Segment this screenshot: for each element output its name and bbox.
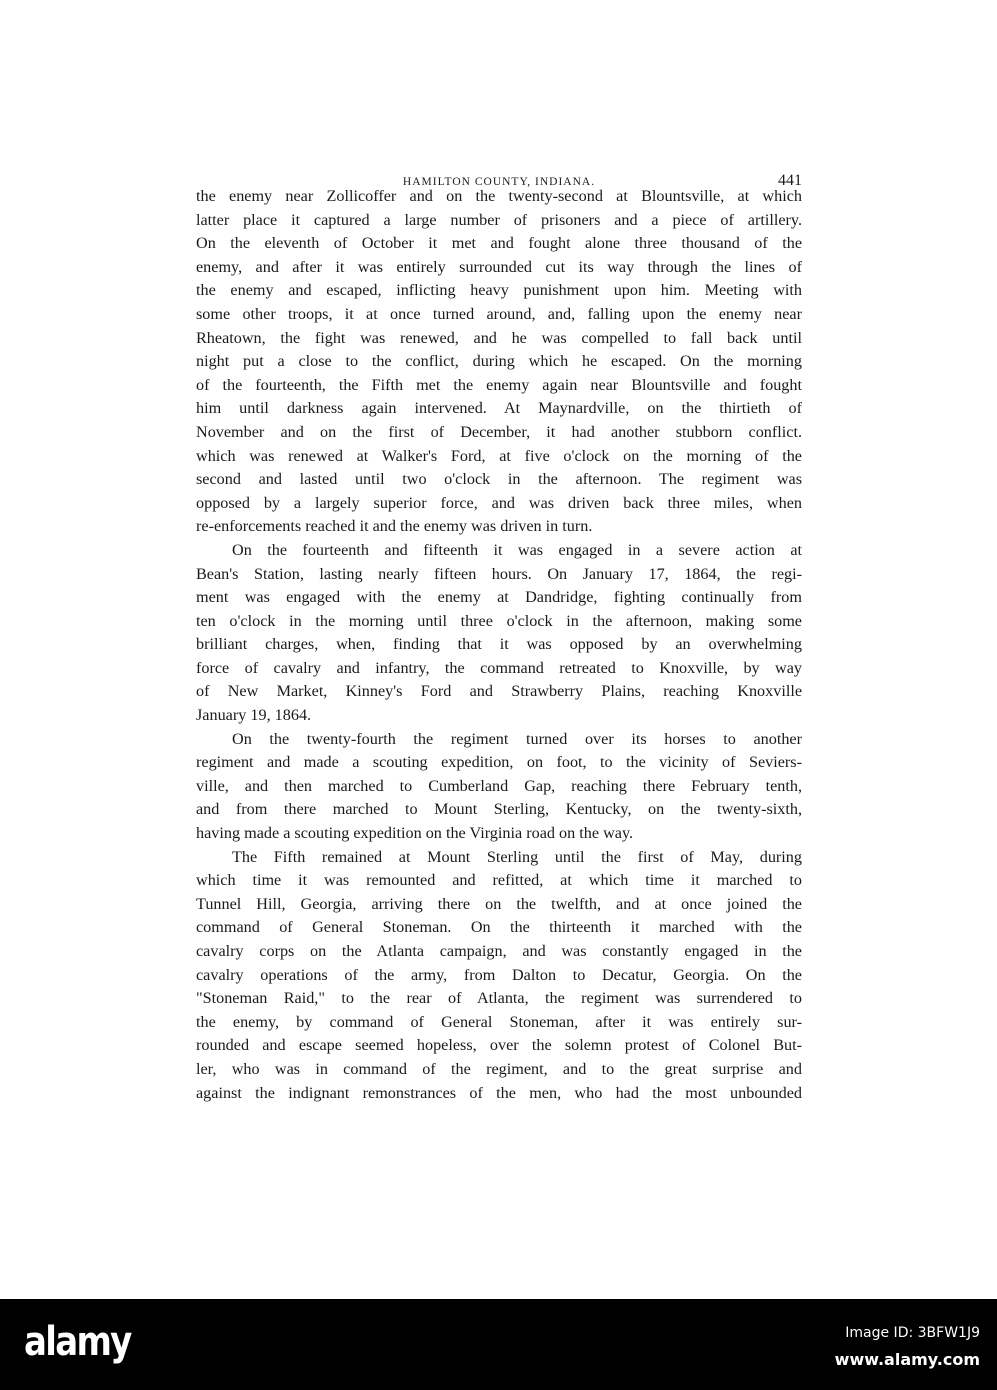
text-line: command of General Stoneman. On the thirteenth it marched with the bbox=[196, 918, 802, 937]
text-line: opposed by a largely superior force, and was driven back three miles, when bbox=[196, 493, 802, 512]
text-line: January 19, 1864. bbox=[196, 706, 312, 725]
text-line: cavalry operations of the army, from Dalton to Decatur, Georgia. On the bbox=[196, 965, 802, 984]
text-line: Rheatown, the fight was renewed, and he was compelled to fall back until bbox=[196, 328, 802, 347]
paragraph bbox=[196, 846, 802, 1106]
text-line: him until darkness again intervened. At Maynardville, on the thirtieth of bbox=[196, 399, 802, 418]
text-line: the enemy, by command of General Stoneman, after it was entirely sur- bbox=[196, 1012, 802, 1031]
paragraph bbox=[196, 728, 802, 846]
text-line: force of cavalry and infantry, the command retreated to Knoxville, by way bbox=[196, 658, 802, 677]
text-line: On the fourteenth and fifteenth it was engaged in a severe action at bbox=[232, 540, 802, 559]
running-title: HAMILTON COUNTY, INDIANA. bbox=[402, 176, 596, 188]
watermark-footer bbox=[0, 1299, 997, 1390]
text-line: November and on the first of December, it had another stubborn conflict. bbox=[196, 422, 802, 441]
text-line: rounded and escape seemed hopeless, over the solemn protest of Colonel But- bbox=[196, 1036, 802, 1055]
text-line: the enemy and escaped, inflicting heavy punishment upon him. Meeting with bbox=[196, 281, 802, 300]
text-line: ler, who was in command of the regiment, and to the great surprise and bbox=[196, 1059, 802, 1078]
text-line: enemy, and after it was entirely surrounded cut its way through the lines of bbox=[196, 257, 802, 276]
text-line: The Fifth remained at Mount Sterling until the first of May, during bbox=[232, 847, 802, 866]
text-line: latter place it captured a large number of prisoners and a piece of artillery. bbox=[196, 210, 802, 229]
text-line: ment was engaged with the enemy at Dandridge, fighting continually from bbox=[196, 588, 802, 607]
text-line: second and lasted until two o'clock in the afternoon. The regiment was bbox=[196, 470, 802, 489]
text-line: ville, and then marched to Cumberland Gap, reaching there February tenth, bbox=[196, 776, 802, 795]
text-line: "Stoneman Raid," to the rear of Atlanta, the regiment was surrendered to bbox=[196, 989, 802, 1008]
page-number: 441 bbox=[778, 172, 802, 189]
text-line: of the fourteenth, the Fifth met the enemy again near Blountsville and fought bbox=[196, 375, 802, 394]
text-line: which was renewed at Walker's Ford, at five o'clock on the morning of the bbox=[196, 446, 802, 465]
text-line: cavalry corps on the Atlanta campaign, and was constantly engaged in the bbox=[196, 942, 802, 960]
text-line: night put a close to the conflict, during which he escaped. On the morning bbox=[196, 352, 802, 371]
text-line: re-enforcements reached it and the enemy was driven in turn. bbox=[196, 517, 593, 536]
paragraph bbox=[196, 185, 802, 539]
text-line: which time it was remounted and refitted, at which time it marched to bbox=[196, 871, 802, 890]
text-line: ten o'clock in the morning until three o'clock in the afternoon, making some bbox=[196, 611, 802, 630]
text-line: regiment and made a scouting expedition, on foot, to the vicinity of Seviers- bbox=[196, 753, 802, 772]
site-url[interactable]: www.alamy.com bbox=[834, 1350, 980, 1369]
text-line: Tunnel Hill, Georgia, arriving there on the twelfth, and at once joined the bbox=[196, 894, 802, 913]
image-id: Image ID: 3BFW1J9 bbox=[845, 1325, 980, 1341]
text-line: some other troops, it at once turned around, and, falling upon the enemy near bbox=[196, 304, 802, 323]
text-line: the enemy near Zollicoffer and on the twenty-second at Blountsville, at which bbox=[196, 187, 802, 205]
text-line: Bean's Station, lasting nearly fifteen hours. On January 17, 1864, the regi- bbox=[196, 564, 802, 583]
text-line: On the eleventh of October it met and fought alone three thousand of the bbox=[196, 234, 802, 253]
alamy-logo: alamy bbox=[24, 1319, 131, 1365]
text-line: and from there marched to Mount Sterling, Kentucky, on the twenty-sixth, bbox=[196, 800, 802, 819]
body-text bbox=[196, 185, 802, 1105]
text-line: of New Market, Kinney's Ford and Strawberry Plains, reaching Knoxville bbox=[196, 682, 802, 701]
paragraph bbox=[196, 539, 802, 728]
text-line: brilliant charges, when, finding that it was opposed by an overwhelming bbox=[196, 635, 802, 654]
text-line: having made a scouting expedition on the Virginia road on the way. bbox=[196, 824, 634, 843]
text-line: against the indignant remonstrances of the men, who had the most unbounded bbox=[196, 1083, 802, 1102]
text-line: On the twenty-fourth the regiment turned over its horses to another bbox=[232, 729, 802, 748]
